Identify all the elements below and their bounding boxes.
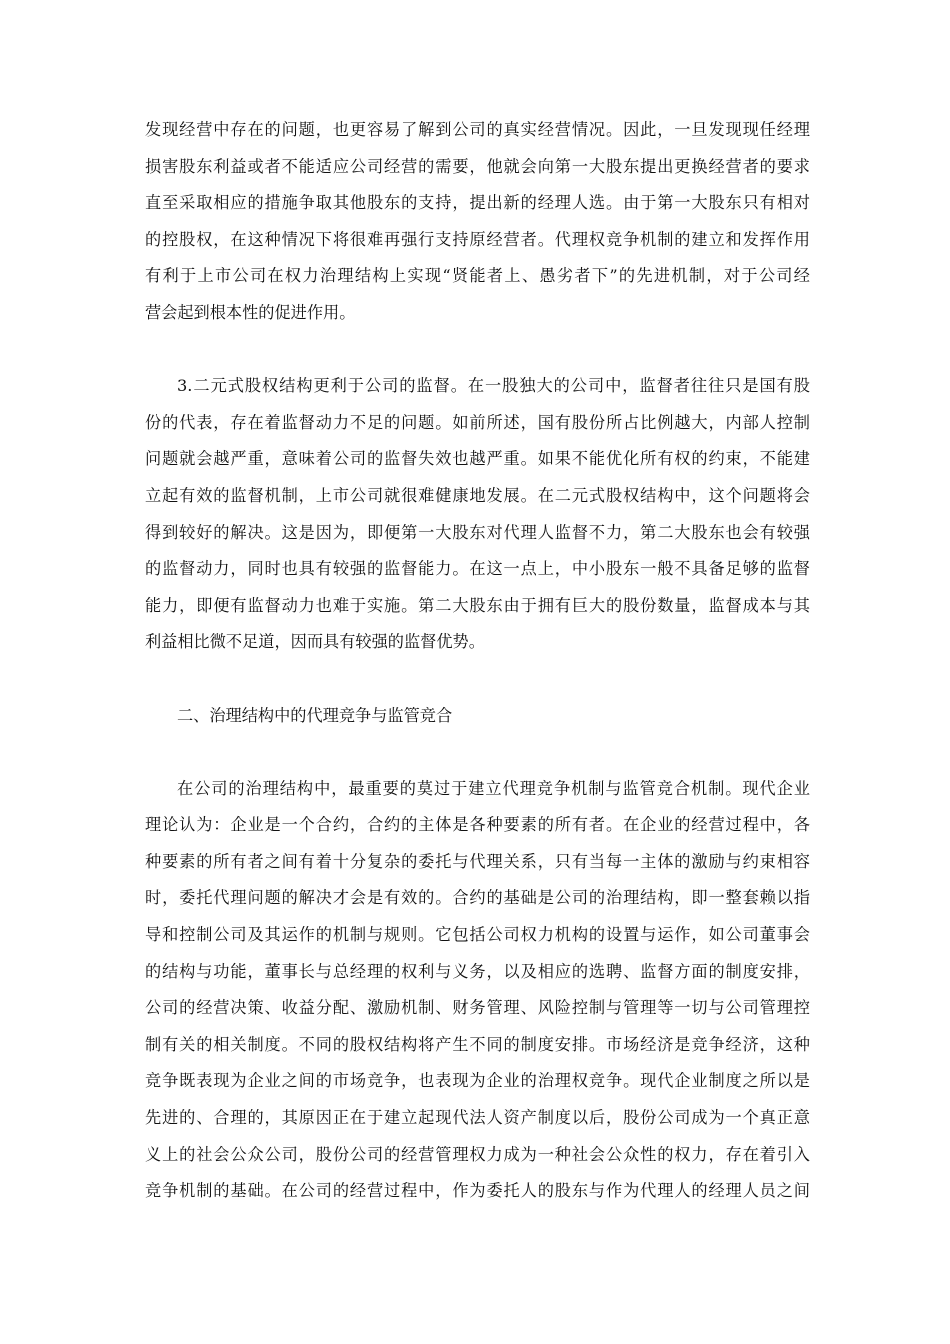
text-line: 能力，即便有监督动力也难于实施。第二大股东由于拥有巨大的股份数量，监督成本与其 bbox=[145, 595, 810, 615]
text-line: 的结构与功能，董事长与总经理的权利与义务，以及相应的选聘、监督方面的制度安排， bbox=[145, 961, 810, 981]
paragraph-governance bbox=[145, 771, 810, 1210]
text-line: 的监督动力，同时也具有较强的监督能力。在这一点上，中小股东一般不具备足够的监督 bbox=[145, 559, 810, 579]
paragraph-gap bbox=[145, 734, 810, 771]
document-page bbox=[145, 112, 810, 1210]
text-line: 有利于上市公司在权力治理结构上实现“贤能者上、愚劣者下”的先进机制，对于公司经 bbox=[145, 266, 810, 286]
text-line: 问题就会越严重，意味着公司的监督失效也越严重。如果不能优化所有权的约束，不能建 bbox=[145, 449, 810, 469]
text-line: 理论认为：企业是一个合约，合约的主体是各种要素的所有者。在企业的经营过程中，各 bbox=[145, 815, 810, 835]
text-line: 3.二元式股权结构更利于公司的监督。在一股独大的公司中，监督者往往只是国有股 bbox=[177, 376, 810, 396]
text-line: 利益相比微不足道，因而具有较强的监督优势。 bbox=[145, 632, 485, 652]
section-heading bbox=[145, 698, 810, 735]
text-line: 制有关的相关制度。不同的股权结构将产生不同的制度安排。市场经济是竞争经济，这种 bbox=[145, 1034, 810, 1054]
paragraph-supervision bbox=[145, 368, 810, 661]
text-line: 竞争既表现为企业之间的市场竞争，也表现为企业的治理权竞争。现代企业制度之所以是 bbox=[145, 1071, 810, 1091]
text-line: 营会起到根本性的促进作用。 bbox=[145, 302, 356, 322]
text-line: 竞争机制的基础。在公司的经营过程中，作为委托人的股东与作为代理人的经理人员之间 bbox=[145, 1181, 810, 1201]
paragraph-gap bbox=[145, 661, 810, 698]
paragraph-continuation bbox=[145, 112, 810, 332]
text-line: 的控股权，在这种情况下将很难再强行支持原经营者。代理权竞争机制的建立和发挥作用 bbox=[145, 229, 810, 249]
text-line: 立起有效的监督机制，上市公司就很难健康地发展。在二元式股权结构中，这个问题将会 bbox=[145, 485, 810, 505]
text-line: 种要素的所有者之间有着十分复杂的委托与代理关系，只有当每一主体的激励与约束相容 bbox=[145, 851, 810, 871]
text-line: 份的代表，存在着监督动力不足的问题。如前所述，国有股份所占比例越大，内部人控制 bbox=[145, 412, 810, 432]
text-line: 损害股东利益或者不能适应公司经营的需要，他就会向第一大股东提出更换经营者的要求 bbox=[145, 156, 810, 176]
section-heading-text: 二、治理结构中的代理竞争与监管竞合 bbox=[177, 705, 453, 725]
text-line: 时，委托代理问题的解决才会是有效的。合约的基础是公司的治理结构，即一整套赖以指 bbox=[145, 888, 810, 908]
text-line: 导和控制公司及其运作的机制与规则。它包括公司权力机构的设置与运作，如公司董事会 bbox=[145, 925, 810, 945]
text-line: 公司的经营决策、收益分配、激励机制、财务管理、风险控制与管理等一切与公司管理控 bbox=[145, 998, 810, 1018]
paragraph-gap bbox=[145, 332, 810, 369]
text-line: 义上的社会公众公司，股份公司的经营管理权力成为一种社会公众性的权力，存在着引入 bbox=[145, 1144, 810, 1164]
text-line: 得到较好的解决。这是因为，即便第一大股东对代理人监督不力，第二大股东也会有较强 bbox=[145, 522, 810, 542]
text-line: 发现经营中存在的问题，也更容易了解到公司的真实经营情况。因此，一旦发现现任经理 bbox=[145, 120, 810, 139]
text-line: 在公司的治理结构中，最重要的莫过于建立代理竞争机制与监管竞合机制。现代企业 bbox=[177, 778, 810, 798]
text-line: 先进的、合理的，其原因正在于建立起现代法人资产制度以后，股份公司成为一个真正意 bbox=[145, 1108, 810, 1128]
text-line: 直至采取相应的措施争取其他股东的支持，提出新的经理人选。由于第一大股东只有相对 bbox=[145, 193, 810, 213]
